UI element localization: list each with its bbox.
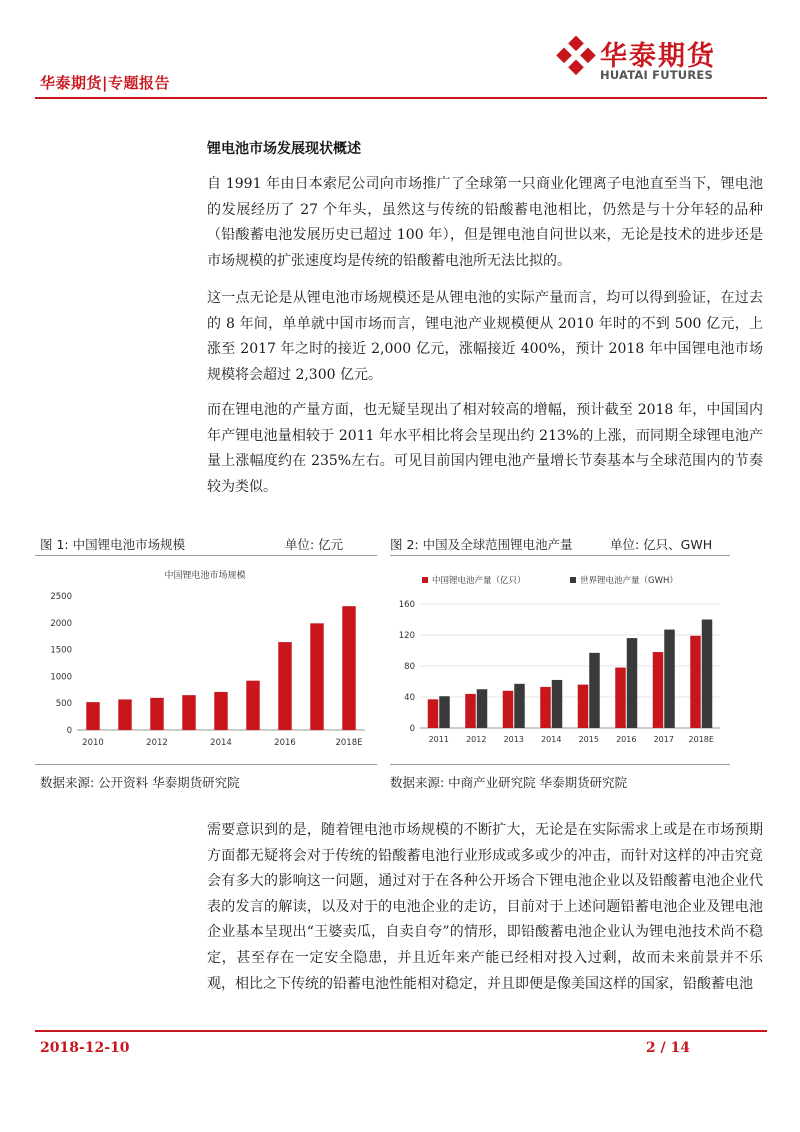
figure1-unit: 单位: 亿元	[285, 537, 344, 552]
chart2-bar-china	[690, 636, 701, 728]
chart1-bar	[278, 642, 291, 730]
chart2-bar-china	[428, 699, 439, 728]
chart2-y-tick-label: 160	[398, 600, 415, 610]
figure2-source: 数据来源: 中商产业研究院 华泰期货研究院	[390, 775, 628, 790]
chart1-y-tick-label: 2000	[50, 618, 72, 629]
footer-divider	[35, 1030, 767, 1032]
paragraph-3: 而在锂电池的产量方面，也无疑呈现出了相对较高的增幅，预计截至 2018 年，中国国内年产锂电池量相较于 2011 年水平相比将会呈现出约 213%的上涨，而同期全球锂电池产量上涨幅度约在 235%左右。可见目前国内锂电池产量增长节奏基本与全球范围内的节奏较为类似。	[207, 402, 763, 495]
figure2-caption: 图 2: 中国及全球范围锂电池产量	[390, 537, 573, 552]
chart2-bar-world	[439, 696, 450, 728]
chart2-bar-china	[653, 652, 664, 728]
legend-swatch-world	[570, 577, 576, 583]
legend-label-world: 世界锂电池产量（GWH）	[580, 576, 678, 586]
chart1-x-tick-label: 2010	[82, 738, 104, 748]
legend-label-china: 中国锂电池产量（亿只）	[432, 576, 526, 586]
chart1-bar	[86, 702, 99, 730]
chart1-bar	[118, 699, 131, 730]
chart2-x-tick-label: 2013	[503, 735, 524, 744]
chart-market-size	[35, 560, 375, 755]
chart2-y-tick-label: 120	[398, 631, 415, 641]
logo-chinese-text: 华泰期货	[600, 41, 716, 72]
chart2-bar-world	[702, 620, 713, 729]
chart1-bar	[214, 692, 227, 730]
chart2-bar-world	[514, 684, 525, 728]
chart2-bar-china	[540, 687, 551, 728]
chart2-legend	[422, 575, 678, 586]
paragraph-1: 自 1991 年由日本索尼公司向市场推广了全球第一只商业化锂离子电池直至当下，锂电池的发展经历了 27 个年头，虽然这与传统的铅酸蓄电池相比，仍然是与十分年轻的品种（铅酸蓄电池发展历史已超过 100 年），但是锂电池自问世以来，无论是技术的进步还是市场规模的扩张速度均是传统的铅酸蓄电池所无法比拟的。	[207, 176, 763, 269]
figure2-unit: 单位: 亿只、GWH	[610, 537, 713, 552]
chart2-x-tick-label: 2012	[466, 735, 487, 744]
chart1-x-tick-label: 2014	[210, 738, 232, 748]
chart1-y-tick-label: 500	[55, 699, 72, 710]
figure2-top-rule	[390, 555, 730, 556]
figure1-bottom-rule	[35, 764, 377, 765]
chart2-bar-china	[465, 694, 476, 728]
chart1-y-tick-label: 0	[66, 726, 72, 736]
chart2-bar-world	[589, 653, 600, 728]
chart2-bar-china	[578, 685, 589, 728]
figure1-top-rule	[35, 555, 377, 556]
header-report-label: 华泰期货|专题报告	[40, 74, 170, 92]
chart1-bar	[150, 698, 163, 730]
chart2-bar-china	[503, 691, 514, 728]
chart1-bar	[310, 623, 323, 730]
chart2-bar-world	[627, 638, 638, 728]
chart1-title: 中国锂电池市场规模	[164, 571, 246, 581]
chart2-x-tick-label: 2015	[578, 735, 599, 744]
header-divider	[35, 97, 767, 99]
legend-swatch-china	[422, 577, 428, 583]
chart1-y-tick-label: 1500	[50, 645, 72, 656]
chart2-y-tick-label: 80	[404, 662, 415, 672]
chart2-bar-world	[477, 689, 488, 728]
figure1-source: 数据来源: 公开资料 华泰期货研究院	[40, 775, 240, 790]
huatai-logo-icon	[553, 36, 599, 82]
chart2-bar-world	[664, 630, 675, 728]
chart1-y-tick-label: 1000	[50, 672, 72, 683]
section-title: 锂电池市场发展现状概述	[207, 141, 361, 157]
chart1-x-tick-label: 2012	[146, 738, 168, 748]
chart1-x-tick-label: 2016	[274, 738, 296, 748]
chart-production	[390, 560, 730, 755]
chart1-bar	[182, 695, 195, 730]
chart2-x-tick-label: 2014	[541, 735, 562, 744]
logo-english-text: HUATAI FUTURES	[600, 68, 713, 82]
chart2-y-tick-label: 0	[409, 724, 415, 734]
footer-page-number: 2 / 14	[645, 1040, 690, 1056]
figure1-caption: 图 1: 中国锂电池市场规模	[40, 537, 186, 552]
chart2-x-tick-label: 2017	[653, 735, 674, 744]
footer-date: 2018-12-10	[40, 1040, 130, 1056]
chart2-x-tick-label: 2011	[428, 735, 449, 744]
paragraph-4: 需要意识到的是，随着锂电池市场规模的不断扩大，无论是在实际需求上或是在市场预期方面都无疑将会对于传统的铅酸蓄电池行业形成或多或少的冲击，而针对这样的冲击究竟会有多大的影响这一问题，通过对于在各种公开场合下锂电池企业以及铅酸蓄电池企业代表的发言的解读，以及对于的电池企业的走访，目前对于上述问题铅蓄电池企业及锂电池企业基本呈现出“王婆卖瓜，自卖自夸”的情形，即铅酸蓄电池企业认为锂电池技术尚不稳定，甚至存在一定安全隐患，并且近年来产能已经相对投入过剩，故而未来前景并不乐观，相比之下传统的铅蓄电池性能相对稳定，并且即便是像美国这样的国家，铅酸蓄电池	[207, 822, 763, 992]
chart1-bar	[246, 681, 259, 730]
chart2-x-tick-label: 2018E	[688, 735, 714, 744]
chart2-y-tick-label: 40	[404, 693, 415, 703]
chart1-x-tick-label: 2018E	[335, 738, 363, 748]
chart1-bar	[342, 606, 355, 730]
chart2-bar-china	[615, 668, 626, 728]
figure2-bottom-rule	[390, 764, 730, 765]
chart1-y-tick-label: 2500	[50, 592, 72, 602]
chart2-bar-world	[552, 680, 563, 728]
chart2-x-tick-label: 2016	[616, 735, 637, 744]
paragraph-2: 这一点无论是从锂电池市场规模还是从锂电池的实际产量而言，均可以得到验证，在过去的 8 年间，单单就中国市场而言，锂电池产业规模便从 2010 年时的不到 500 亿元，上涨至 2017 年之时的接近 2,000 亿元，涨幅接近 400%，预计 2018 年中国锂电池市场规模将会超过 2,300 亿元。	[207, 290, 763, 383]
